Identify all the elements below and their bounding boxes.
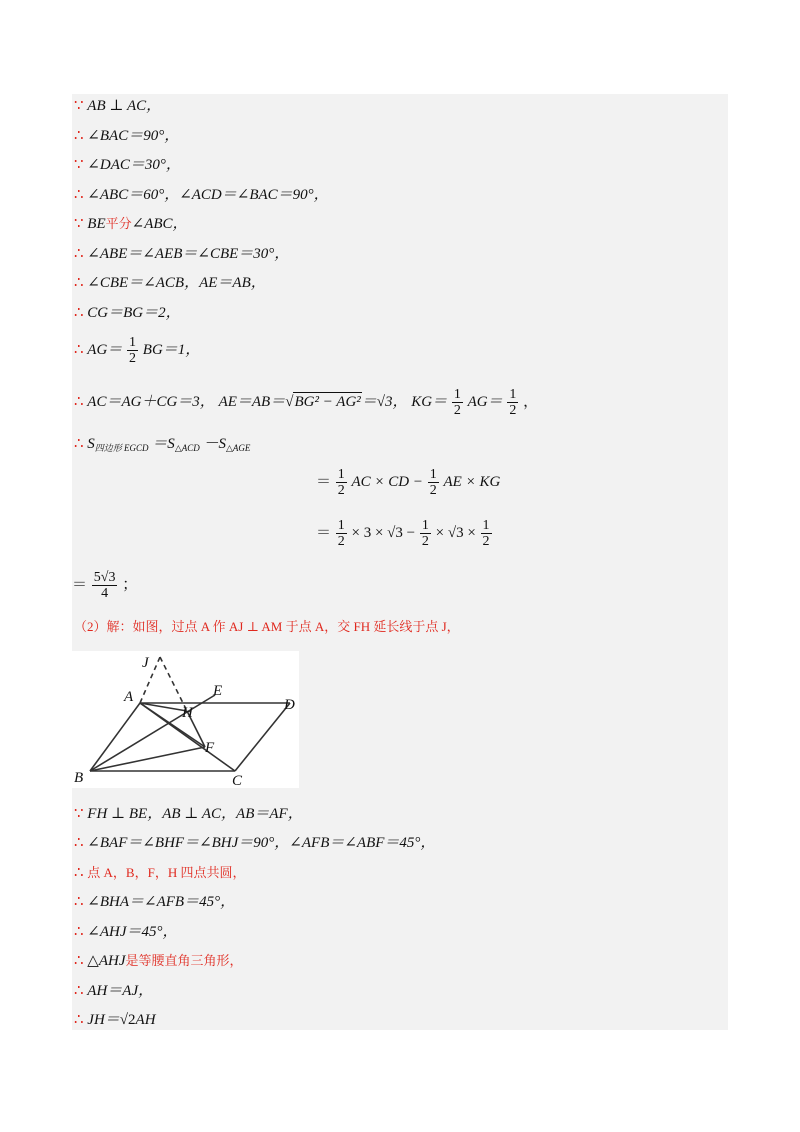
therefore-symbol: ∴ [74,924,84,940]
denominator: 2 [509,403,517,418]
line-text-red: 平分 [105,216,132,231]
subscript: 四边形 EGCD [94,443,149,453]
because-symbol: ∵ [74,157,84,173]
because-symbol: ∵ [74,806,84,822]
therefore-symbol: ∴ [74,341,84,358]
proof-line-4 [74,186,329,204]
radicand: BG² − AG² [294,393,361,410]
equals: ＝ [316,473,332,490]
label-C: C [232,773,243,788]
line-text-red: 是等腰直角三角形， [125,953,243,968]
line-text: AE × KG [443,473,501,490]
label-E: E [213,683,223,699]
therefore-symbol: ∴ [74,128,84,144]
label-H: H [182,705,193,721]
numerator: 1 [482,518,490,533]
therefore-symbol: ∴ [74,393,84,410]
line-text: －S [203,436,226,452]
line-text: AC × CD − [351,473,424,490]
line-text: AB ⊥ AC， [87,98,162,114]
therefore-symbol: ∴ [74,865,84,881]
fraction [127,335,138,366]
proof-line-17 [74,834,435,852]
line-text: AH＝AJ， [87,983,154,999]
proof-line-16 [74,805,303,823]
segment-BE [90,695,215,771]
label-A: A [124,689,134,705]
line-text: ∠ABE＝∠AEB＝∠CBE＝30°， [87,246,290,262]
line-text: AG＝ [87,341,123,358]
proof-line-12 [316,467,500,498]
proof-line-13 [316,518,493,549]
line-text: ∠ABC＝60°，∠ACD＝∠BAC＝90°， [87,187,329,203]
line-text-red: 点 A，B，F，H 四点共圆， [87,865,246,880]
content-panel [72,94,728,1030]
proof-line-5 [74,215,188,233]
line-text: AG＝ [467,393,503,410]
proof-line-23 [74,1011,156,1029]
line-text: JH＝ [87,1012,120,1028]
segment-DC [235,703,290,771]
therefore-symbol: ∴ [74,983,84,999]
numerator: 1 [337,518,345,533]
denominator: 2 [421,534,429,549]
part-two-heading: （2）解：如图，过点 A 作 AJ ⊥ AM 于点 A，交 FH 延长线于点 J， [74,619,460,634]
fraction [507,387,518,418]
proof-line-2 [74,127,179,145]
numerator: 1 [453,387,461,402]
line-text: CG＝BG＝2， [87,305,181,321]
proof-line-18 [74,864,245,882]
line-text: AH [135,1012,156,1028]
line-text: ＝S [152,436,175,452]
fraction [420,518,431,549]
label-J: J [142,655,149,671]
proof-line-3 [74,156,181,174]
numerator: 1 [421,518,429,533]
line-text: ∠BAF＝∠BHF＝∠BHJ＝90°，∠AFB＝∠ABF＝45°， [87,835,436,851]
line-text: × 3 × √3 − [351,524,416,541]
proof-line-8 [74,304,181,322]
therefore-symbol: ∴ [74,1012,84,1028]
proof-line-19 [74,893,235,911]
fraction [336,467,347,498]
denominator: 2 [429,483,437,498]
line-text: KG＝ [411,393,448,410]
numerator: 1 [509,387,517,402]
denominator: 2 [129,351,137,366]
fraction [452,387,463,418]
denominator: 2 [337,483,345,498]
line-text: AC＝AG＋CG＝3， [87,393,215,410]
proof-line-1 [74,97,161,115]
line-text: AE＝AB＝ [218,393,286,410]
label-B: B [74,770,84,786]
label-F: F [205,740,215,756]
line-text: FH ⊥ BE，AB ⊥ AC，AB＝AF， [87,806,303,822]
segment-AB [90,703,140,771]
denominator: 2 [337,534,345,549]
proof-line-7 [74,274,266,292]
proof-line-11 [74,435,250,457]
equals: ＝ [316,524,332,541]
fraction [428,467,439,498]
proof-line-21 [74,952,243,970]
numerator: 1 [129,335,137,350]
proof-line-10 [74,387,538,418]
because-symbol: ∵ [74,216,84,232]
line-text: ∠ABC， [131,216,188,232]
subscript: △ACD [174,443,200,453]
line-text: ∠DAC＝30°， [87,157,181,173]
label-D: D [284,697,295,713]
line-text: S [87,436,95,452]
segment-BF [90,747,205,771]
fraction [92,570,118,601]
numerator: 1 [337,467,345,482]
numerator: 5√3 [93,570,116,585]
radical: √2 [119,1012,136,1028]
proof-line-20 [74,923,178,941]
subscript: △AGE [226,443,251,453]
therefore-symbol: ∴ [74,187,84,203]
denominator: 4 [101,586,109,601]
fraction [481,518,492,549]
figure-svg [72,651,299,788]
geometry-figure [72,651,299,788]
line-text: ＝√3， [361,393,408,410]
therefore-symbol: ∴ [74,275,84,291]
fraction [336,518,347,549]
line-text: ， [523,393,539,410]
line-text: ∠AHJ＝45°， [87,924,178,940]
line-text: BE [87,216,106,232]
therefore-symbol: ∴ [74,894,84,910]
therefore-symbol: ∴ [74,305,84,321]
proof-line-14 [72,570,137,601]
line-text: △AHJ [87,953,126,969]
line-text: ∠BAC＝90°， [87,128,180,144]
proof-line-9 [74,335,200,366]
sqrt-sign: √ [285,393,294,410]
line-text: × √3 × [435,524,476,541]
segment-AF [140,703,205,747]
line-text: ∠CBE＝∠ACB，AE＝AB， [87,275,266,291]
proof-line-22 [74,982,153,1000]
line-text: ∠BHA＝∠AFB＝45°， [87,894,236,910]
denominator: 2 [482,534,490,549]
denominator: 2 [453,403,461,418]
therefore-symbol: ∴ [74,953,84,969]
therefore-symbol: ∴ [74,246,84,262]
equals: ＝ [72,576,88,593]
line-text: BG＝1， [142,341,201,358]
therefore-symbol: ∴ [74,436,84,452]
because-symbol: ∵ [74,98,84,114]
therefore-symbol: ∴ [74,835,84,851]
line-text: ； [122,576,138,593]
numerator: 1 [429,467,437,482]
proof-line-6 [74,245,289,263]
